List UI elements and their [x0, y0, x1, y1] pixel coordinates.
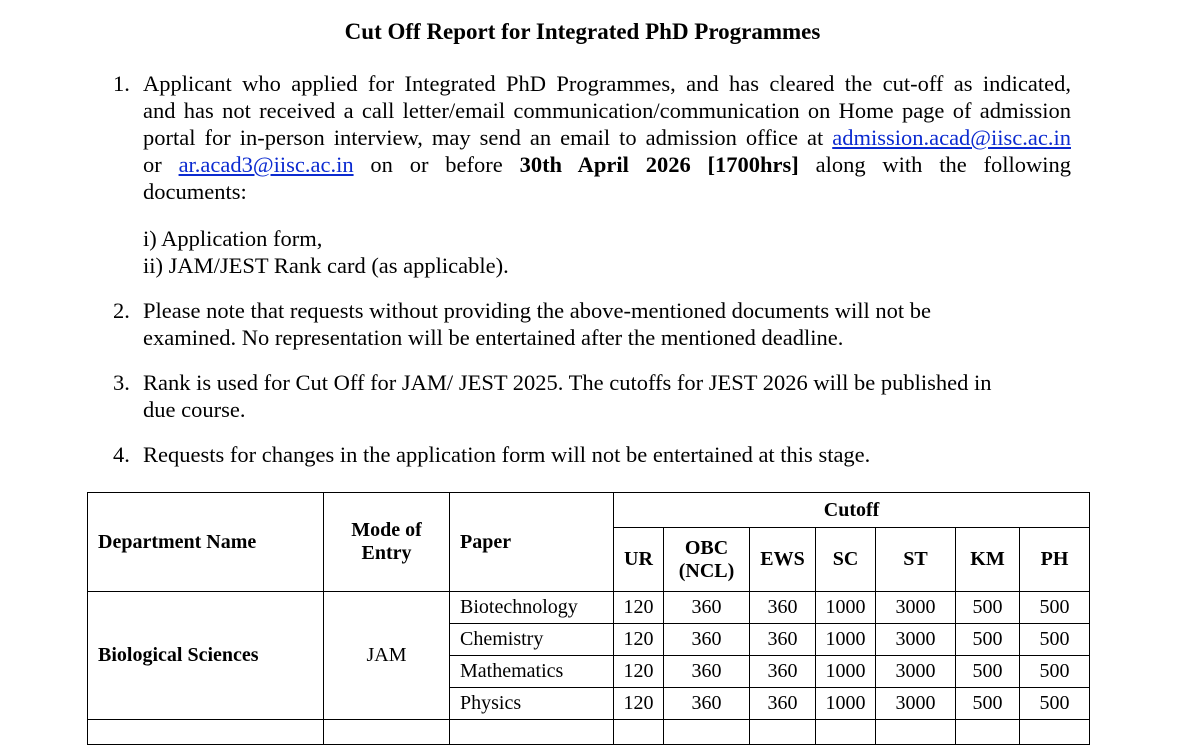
item-number: 2.: [113, 298, 130, 323]
table-cell-empty: [956, 720, 1020, 745]
column-header-ph: PH: [1020, 528, 1090, 592]
table-header-row: [88, 493, 1090, 528]
cutoff-obc-cell: 360: [664, 624, 750, 656]
cutoff-st-cell: 3000: [876, 624, 956, 656]
cutoff-km-cell: 500: [956, 592, 1020, 624]
cutoff-km-cell: 500: [956, 688, 1020, 720]
cutoff-km-cell: 500: [956, 656, 1020, 688]
cutoff-ur-cell: 120: [614, 624, 664, 656]
cutoff-st-cell: 3000: [876, 592, 956, 624]
cutoff-ews-cell: 360: [750, 656, 816, 688]
cutoff-obc-cell: 360: [664, 688, 750, 720]
document-item: i) Application form,: [143, 226, 323, 251]
cutoff-ph-cell: 500: [1020, 624, 1090, 656]
paper-cell: Mathematics: [450, 656, 614, 688]
item-line: [143, 124, 1071, 151]
instruction-item-4: [113, 441, 1071, 468]
department-cell: Biological Sciences: [88, 592, 324, 720]
table-cell-empty: [876, 720, 956, 745]
instruction-item-1: [113, 70, 1071, 205]
instruction-item-2: [113, 297, 1071, 351]
cutoff-ur-cell: 120: [614, 656, 664, 688]
item-line: [143, 151, 1071, 178]
item-line-text: along with the following: [815, 152, 1072, 177]
cutoff-obc-cell: 360: [664, 592, 750, 624]
column-header-mode-line: Mode of: [351, 519, 422, 541]
cutoff-table: [87, 492, 1090, 745]
item-number: 4.: [113, 442, 130, 467]
column-header-obc-line: OBC: [684, 536, 729, 559]
table-cell-empty: [450, 720, 614, 745]
item-line: examined. No representation will be entertained after the mentioned deadline.: [143, 325, 844, 350]
cutoff-sc-cell: 1000: [816, 592, 876, 624]
cutoff-sc-cell: 1000: [816, 688, 876, 720]
item-text: [143, 369, 1071, 423]
cutoff-ews-cell: 360: [750, 688, 816, 720]
paper-cell: Biotechnology: [450, 592, 614, 624]
cutoff-ews-cell: 360: [750, 624, 816, 656]
item-text: [143, 441, 1071, 468]
column-header-obc: [664, 528, 750, 592]
cutoff-km-cell: 500: [956, 624, 1020, 656]
cutoff-ews-cell: 360: [750, 592, 816, 624]
column-header-sc: SC: [816, 528, 876, 592]
paper-cell: Chemistry: [450, 624, 614, 656]
item-line: Applicant who applied for Integrated PhD Programmes, and has cleared the cut-off as indicated,: [143, 71, 1071, 96]
item-line: and has not received a call letter/email communication/communication on Home page of admission: [143, 98, 1071, 123]
item-number: 3.: [113, 370, 130, 395]
column-header-obc-line: (NCL): [678, 559, 735, 582]
item-line: Please note that requests without providing the above-mentioned documents will not be: [143, 298, 931, 323]
cutoff-ph-cell: 500: [1020, 688, 1090, 720]
table-cell-empty: [1020, 720, 1090, 745]
table-cell-empty: [664, 720, 750, 745]
table-cell-empty: [816, 720, 876, 745]
email-link-ar-acad[interactable]: ar.acad3@iisc.ac.in: [178, 152, 354, 177]
cutoff-sc-cell: 1000: [816, 656, 876, 688]
cutoff-ur-cell: 120: [614, 592, 664, 624]
item-line-text: on or before: [370, 152, 520, 177]
column-header-cutoff: Cutoff: [614, 493, 1090, 528]
cutoff-st-cell: 3000: [876, 688, 956, 720]
item-text: [143, 297, 1071, 351]
item-line: due course.: [143, 397, 246, 422]
table-row-partial: [88, 720, 1090, 745]
column-header-department: Department Name: [88, 493, 324, 592]
cutoff-st-cell: 3000: [876, 656, 956, 688]
email-link-admission[interactable]: admission.acad@iisc.ac.in: [832, 125, 1071, 150]
column-header-ews: EWS: [750, 528, 816, 592]
item-number: 1.: [113, 71, 130, 96]
table-cell-empty: [614, 720, 664, 745]
item-line: Rank is used for Cut Off for JAM/ JEST 2025. The cutoffs for JEST 2026 will be published in: [143, 370, 992, 395]
item-text: [143, 70, 1071, 205]
cutoff-ph-cell: 500: [1020, 656, 1090, 688]
document-item: ii) JAM/JEST Rank card (as applicable).: [143, 253, 509, 278]
table-cell-empty: [750, 720, 816, 745]
column-header-km: KM: [956, 528, 1020, 592]
cutoff-obc-cell: 360: [664, 656, 750, 688]
table-cell-empty: [324, 720, 450, 745]
table-row: [88, 592, 1090, 624]
required-documents-list: [143, 225, 509, 279]
column-header-mode-line: Entry: [361, 542, 412, 564]
mode-cell: JAM: [324, 592, 450, 720]
column-header-ur: UR: [614, 528, 664, 592]
deadline-text: 30th April 2026 [1700hrs]: [519, 152, 799, 177]
page-title: Cut Off Report for Integrated PhD Programmes: [344, 19, 821, 44]
cutoff-ur-cell: 120: [614, 688, 664, 720]
cutoff-sc-cell: 1000: [816, 624, 876, 656]
column-header-paper: Paper: [450, 493, 614, 592]
table-cell-empty: [88, 720, 324, 745]
column-header-st: ST: [876, 528, 956, 592]
column-header-mode: [324, 493, 450, 592]
instruction-item-3: [113, 369, 1071, 423]
item-line: Requests for changes in the application form will not be entertained at this stage.: [143, 442, 871, 467]
item-line-text: or: [143, 152, 179, 177]
item-line-text: portal for in-person interview, may send an email to admission office at: [143, 125, 833, 150]
cutoff-ph-cell: 500: [1020, 592, 1090, 624]
paper-cell: Physics: [450, 688, 614, 720]
item-line: documents:: [143, 179, 247, 204]
